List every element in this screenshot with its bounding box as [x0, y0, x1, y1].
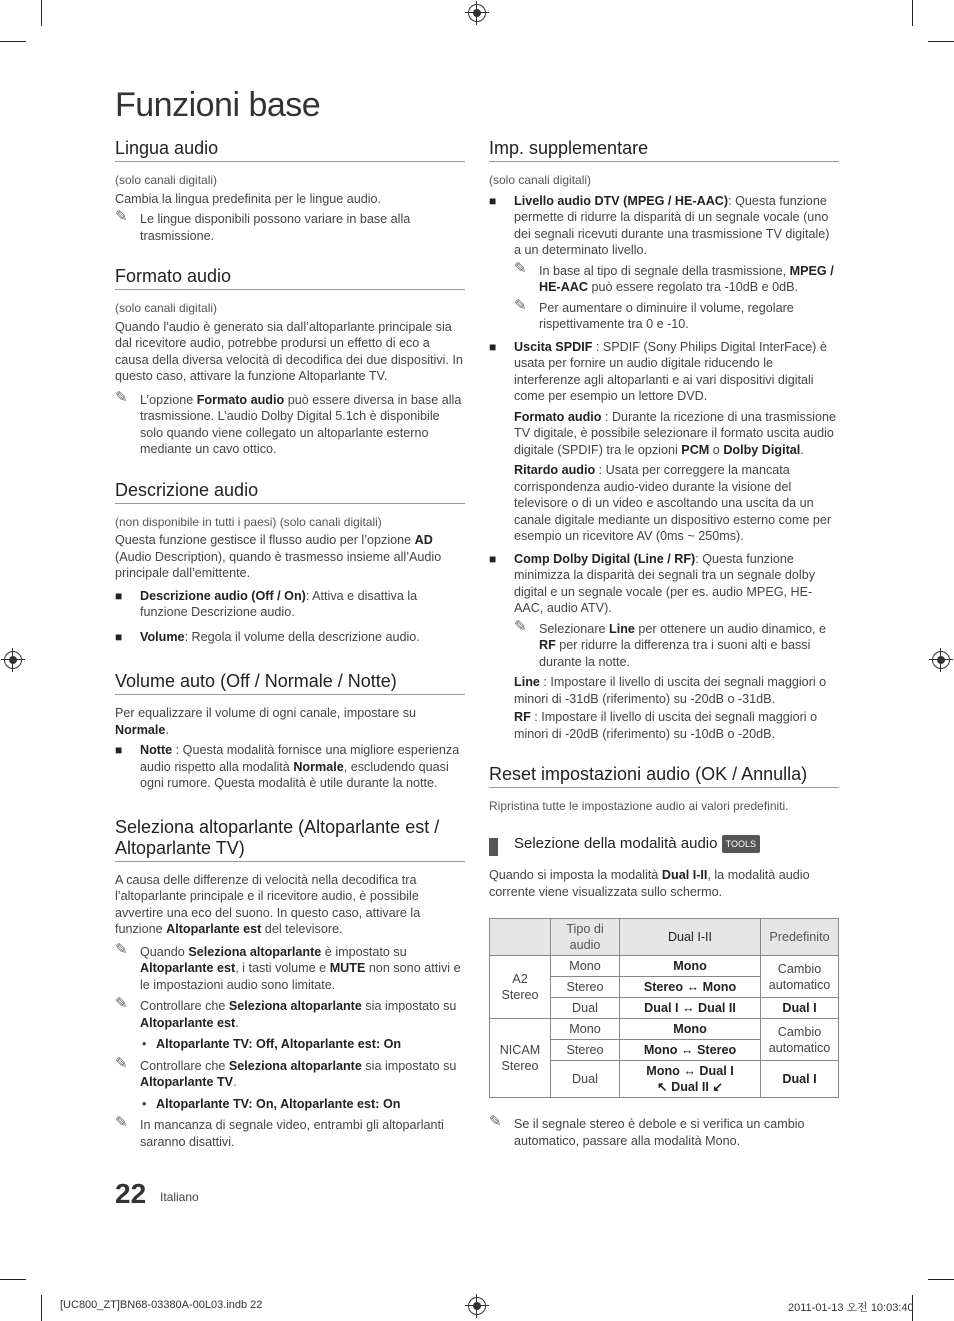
- crop-mark: [928, 1279, 954, 1280]
- reset-text: Ripristina tutte le impostazione audio ai valori predefiniti.: [489, 799, 789, 813]
- bullet-square-icon: ■: [115, 629, 123, 644]
- list-item: ■ Descrizione audio (Off / On): Attiva e disattiva la funzione Descrizione audio.: [115, 588, 418, 619]
- imp-heading: Imp. supplementare: [489, 138, 839, 162]
- imp-note-1: ✎ In base al tipo di segnale della trasmissione, MPEG / HE-AAC può essere regolato tra -10dB e 0dB.: [514, 259, 834, 294]
- list-item: ■ Uscita SPDIF : SPDIF (Sony Philips Digital InterFace) è usata per fornire un audio digitale riducendo le interferenze agli altoparlanti e ai vari dispositivi digitali come per esempio un lettore DVD.: [489, 339, 827, 403]
- seleziona-note-4: ✎ In mancanza di segnale video, entrambi gli altoparlanti saranno disattivi.: [115, 1114, 444, 1149]
- volume-text: Per equalizzare il volume di ogni canale, impostare su Normale.: [115, 706, 417, 737]
- modalita-heading: Selezione della modalità audio TOOLS: [489, 835, 839, 854]
- modalita-note: ✎ Se il segnale stereo è debole e si verifica un cambio automatico, passare alla modalità Mono.: [489, 1113, 805, 1148]
- crop-mark: [41, 1295, 42, 1321]
- list-item: ■ Comp Dolby Digital (Line / RF): Questa funzione minimizza la disparità dei segnali tra un segnale dolby digital e un segnale vocale (per es. audio MPEG, HE-AAC, audio ATV).: [489, 551, 816, 615]
- page-number: 22: [115, 1178, 147, 1209]
- note-icon: ✎: [115, 388, 128, 406]
- descrizione-heading: Descrizione audio: [115, 480, 465, 504]
- crop-mark: [928, 41, 954, 42]
- lingua-qualifier: (solo canali digitali): [115, 173, 218, 187]
- table-row: NICAM Stereo Mono Mono Cambio automatico: [490, 1019, 839, 1040]
- seleziona-note-2: ✎ Controllare che Seleziona altoparlante sia impostato su Altoparlante est.: [115, 995, 457, 1030]
- table-row: Stereo Mono ↔ Stereo: [490, 1040, 839, 1061]
- crop-mark: [41, 0, 42, 26]
- audio-mode-table: [489, 918, 839, 1098]
- registration-mark-icon: [932, 651, 950, 669]
- bullet-square-icon: ■: [489, 551, 497, 566]
- footer-left: [UC800_ZT]BN68-03380A-00L03.indb 22: [60, 1299, 263, 1311]
- bullet-square-icon: ■: [489, 193, 497, 208]
- crop-mark: [0, 1279, 26, 1280]
- bullet-square-icon: ■: [115, 588, 123, 603]
- seleziona-note-3: ✎ Controllare che Seleziona altoparlante sia impostato su Altoparlante TV.: [115, 1054, 457, 1089]
- imp-note-3: ✎ Selezionare Line per ottenere un audio dinamico, e RF per ridurre la differenza tra i suoni alti e bassi durante la notte.: [514, 617, 827, 669]
- registration-mark-icon: [4, 651, 22, 669]
- list-item: ■ Livello audio DTV (MPEG / HE-AAC): Questa funzione permette di ridurre la disparità di un segnale vocale (uno dei segnali ricevuti durante una trasmissione TV digitale) a un determinato livello.: [489, 193, 830, 257]
- formato-heading: Formato audio: [115, 266, 465, 290]
- table-row: Dual Dual I ↔ Dual II Dual I: [490, 998, 839, 1019]
- note-icon: ✎: [115, 1054, 128, 1072]
- note-icon: ✎: [115, 940, 128, 958]
- formato-text: Quando l’audio è generato sia dall’altoparlante principale sia dal ricevitore audio, potrebbe prodursi un effetto di eco a causa della diversa velocità di decodifica dei due dispositivi. In questo caso, attivare la funzione Altoparlante TV.: [115, 319, 463, 383]
- comp-line: Line : Impostare il livello di uscita dei segnali maggiori o minori di -31dB (riferimento) su -20dB o -31dB.: [514, 675, 827, 706]
- registration-mark-icon: [468, 1297, 486, 1315]
- registration-mark-icon: [468, 4, 486, 22]
- page-title: Funzioni base: [115, 86, 321, 124]
- footer-right: 2011-01-13 오전 10:03:40: [788, 1302, 914, 1314]
- note-icon: ✎: [115, 208, 128, 225]
- lingua-note: ✎ Le lingue disponibili possono variare in base alla trasmissione.: [115, 208, 411, 243]
- bullet-square-icon: ■: [489, 339, 497, 354]
- page-language: Italiano: [160, 1190, 199, 1204]
- tools-icon: TOOLS: [722, 835, 760, 854]
- table-row: Dual Mono ↔ Dual I ↖ Dual II ↙ Dual I: [490, 1061, 839, 1098]
- table-row: Stereo Stereo ↔ Mono: [490, 977, 839, 998]
- formato-note: ✎ L’opzione Formato audio può essere diversa in base alla trasmissione. L’audio Dolby Digital 5.1ch è disponibile solo quando viene collegato un altoparlante esterno mediante un cavo ottico.: [115, 388, 462, 456]
- crop-mark: [912, 0, 913, 26]
- left-column: [115, 138, 465, 1150]
- note-icon: ✎: [489, 1113, 502, 1130]
- note-icon: ✎: [115, 995, 128, 1012]
- crop-mark: [0, 41, 26, 42]
- modalita-text: Quando si imposta la modalità Dual I-II, la modalità audio corrente viene visualizzata sullo schermo.: [489, 868, 810, 899]
- lingua-heading: Lingua audio: [115, 138, 465, 162]
- descrizione-text: Questa funzione gestisce il flusso audio per l’opzione AD (Audio Description), quando è trasmesso insieme all’Audio principale dall’emittente.: [115, 533, 442, 580]
- lingua-text: Cambia la lingua predefinita per le lingue audio.: [115, 191, 382, 206]
- note-icon: ✎: [514, 617, 527, 635]
- list-item: ■ Volume: Regola il volume della descrizione audio.: [115, 629, 420, 644]
- volume-heading: Volume auto (Off / Normale / Notte): [115, 671, 465, 695]
- right-column: [489, 138, 839, 1149]
- formato-qualifier: (solo canali digitali): [115, 301, 218, 315]
- list-item: ■ Notte : Questa modalità fornisce una migliore esperienza audio rispetto alla modalità Normale, escludendo quasi ogni rumore. Questa modalità è utile durante la notte.: [115, 743, 460, 790]
- imp-qualifier: (solo canali digitali): [489, 173, 592, 187]
- imp-note-2: ✎ Per aumentare o diminuire il volume, regolare rispettivamente tra 0 e -10.: [514, 296, 794, 331]
- note-icon: ✎: [514, 296, 527, 314]
- note-icon: ✎: [115, 1114, 128, 1131]
- list-item: • Altoparlante TV: On, Altoparlante est: On: [142, 1096, 401, 1111]
- table-row: A2 Stereo Mono Mono Cambio automatico: [490, 956, 839, 977]
- seleziona-heading: Seleziona altoparlante (Altoparlante est / Altoparlante TV): [115, 817, 465, 862]
- descrizione-qualifier: (non disponibile in tutti i paesi) (solo canali digitali): [115, 514, 382, 529]
- list-item: • Altoparlante TV: Off, Altoparlante est: On: [142, 1037, 402, 1051]
- seleziona-note-1: ✎ Quando Seleziona altoparlante è impostato su Altoparlante est, i tasti volume e MUTE non sono attivi e le impostazioni audio sono limitate.: [115, 940, 461, 992]
- bullet-square-icon: ■: [115, 743, 123, 757]
- spdif-ritardo: Ritardo audio : Usata per correggere la mancata corrispondenza audio-video durante la visione del televisore o di un video e ascoltando una uscita da un canale digitale mediante un dispositivo esterno come per esempio un ricevitore AV (0ms ~ 250ms).: [514, 463, 832, 543]
- comp-rf: RF : Impostare il livello di uscita dei segnali maggiori o minori di -20dB (riferimento) su -10dB o -20dB.: [514, 710, 818, 741]
- table-row: Tipo di audio Dual I-II Predefinito: [490, 919, 839, 956]
- spdif-formato: Formato audio : Durante la ricezione di una trasmissione TV digitale, è possibile selezionare il formato uscita audio digitale (SPDIF) tra le opzioni PCM o Dolby Digital.: [514, 409, 836, 457]
- note-icon: ✎: [514, 259, 527, 277]
- reset-heading: Reset impostazioni audio (OK / Annulla): [489, 764, 839, 788]
- section-bar-icon: [489, 838, 498, 856]
- seleziona-text: A causa delle differenze di velocità nella decodifica tra l’altoparlante principale e il ricevitore audio, è possibile avvertire una eco del suono. In questo caso, attivare la funzione Altoparlante est del televisore.: [115, 872, 421, 936]
